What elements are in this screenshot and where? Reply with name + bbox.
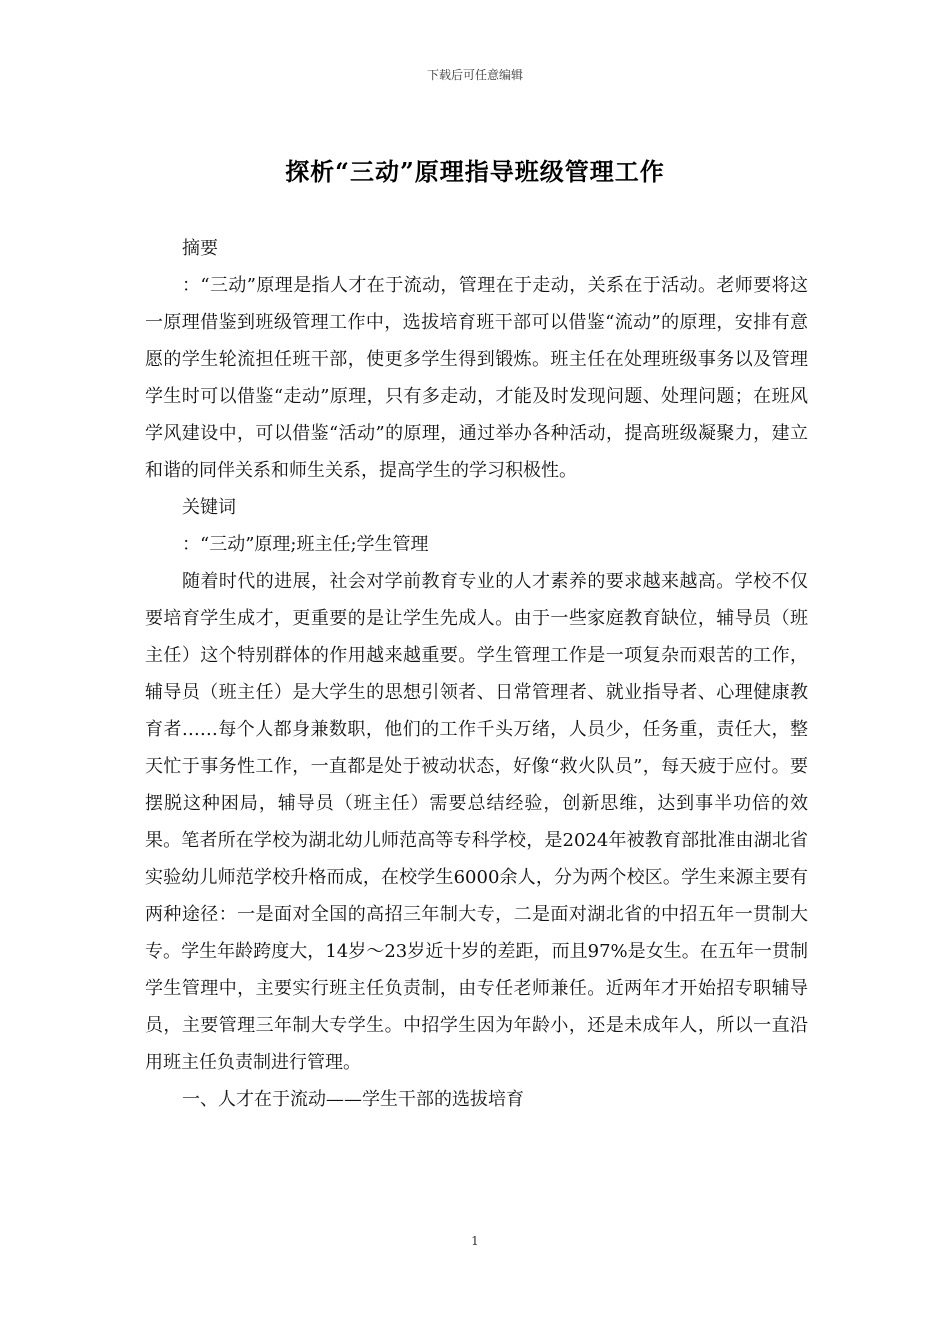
abstract-text: ：“三动”原理是指人才在于流动，管理在于走动，关系在于活动。老师要将这一原理借鉴到班级管理工作中，选拔培育班干部可以借鉴“流动”的原理，安排有意愿的学生轮流担任班干部，使更多学生得到锻炼。班主任在处理班级事务以及管理学生时可以借鉴“走动”原理，只有多走动，才能及时发现问题、处理问题；在班风学风建设中，可以借鉴“活动”的原理，通过举办各种活动，提高班级凝聚力，建立和谐的同伴关系和师生关系，提高学生的学习积极性。 xyxy=(145,275,808,481)
intro-paragraph: 随着时代的进展，社会对学前教育专业的人才素养的要求越来越高。学校不仅要培育学生成才，更重要的是让学生先成人。由于一些家庭教育缺位，辅导员（班主任）这个特别群体的作用越来越重要。学生管理工作是一项复杂而艰苦的工作，辅导员（班主任）是大学生的思想引领者、日常管理者、就业指导者、心理健康教育者……每个人都身兼数职，他们的工作千头万绪，人员少，任务重，责任大，整天忙于事务性工作，一直都是处于被动状态，好像“救火队员”，每天疲于应付。要摆脱这种困局，辅导员（班主任）需要总结经验，创新思维，达到事半功倍的效果。笔者所在学校为湖北幼儿师范高等专科学校，是2024年被教育部批准由湖北省实验幼儿师范学校升格而成，在校学生6000余人，分为两个校区。学生来源主要有两种途径：一是面对全国的高招三年制大专，二是面对湖北省的中招五年一贯制大专。学生年龄跨度大，14岁～23岁近十岁的差距，而且97%是女生。在五年一贯制学生管理中，主要实行班主任负责制，由专任老师兼任。近两年才开始招专职辅导员，主要管理三年制大专学生。中招学生因为年龄小，还是未成年人，所以一直沿用班主任负责制进行管理。 xyxy=(145,571,808,1073)
section-heading: 一、人才在于流动——学生干部的选拔培育 xyxy=(182,1089,524,1110)
keywords-label: 关键词 xyxy=(182,497,236,518)
document-body xyxy=(145,230,808,1118)
document-title: 探析“三动”原理指导班级管理工作 xyxy=(285,157,665,186)
page-header-note: 下载后可任意编辑 xyxy=(426,68,523,82)
abstract-label: 摘要 xyxy=(182,238,218,259)
page-number: 1 xyxy=(471,1234,479,1248)
keywords-text: ：“三动”原理;班主任;学生管理 xyxy=(182,534,429,555)
